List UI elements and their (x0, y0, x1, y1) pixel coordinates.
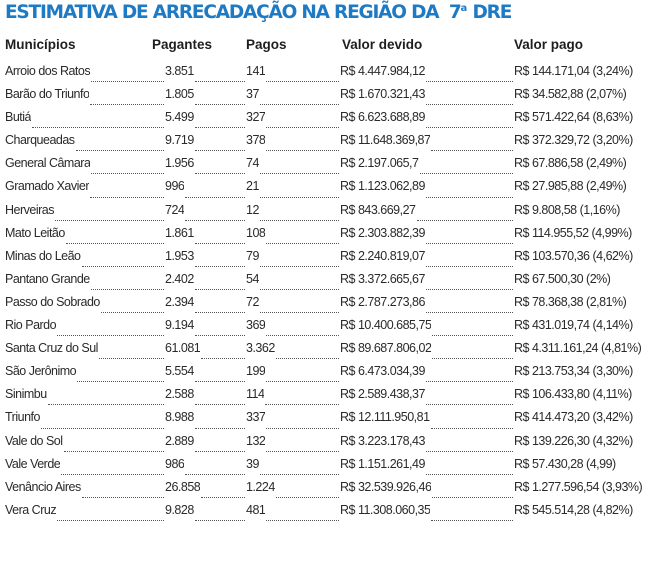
dot-leader (195, 335, 245, 336)
cell-municipio: Pantano Grande (5, 271, 90, 286)
dot-leader (57, 335, 164, 336)
dot-leader (57, 520, 164, 521)
dot-leader (201, 497, 245, 498)
dot-leader (431, 520, 513, 521)
table-row (0, 340, 649, 363)
cell-valor-devido: R$ 1.123.062,89 (340, 179, 425, 194)
dot-leader (417, 220, 513, 221)
cell-municipio: General Câmara (5, 156, 91, 171)
table-row (0, 178, 649, 201)
cell-valor-devido: R$ 1.151.261,49 (340, 456, 425, 471)
cell-municipio: Butiá (5, 110, 31, 125)
cell-pagos: 74 (246, 156, 259, 171)
table-row (0, 155, 649, 178)
cell-municipio: São Jerônimo (5, 364, 77, 379)
cell-valor-pago: R$ 103.570,36 (4,62%) (514, 248, 633, 263)
cell-pagos: 141 (246, 64, 266, 78)
dot-leader (77, 381, 164, 382)
cell-valor-pago: R$ 372.329,72 (3,20%) (514, 133, 633, 148)
cell-valor-pago: R$ 9.808,58 (1,16%) (514, 202, 620, 217)
dot-leader (195, 428, 245, 429)
cell-pagos: 21 (246, 179, 259, 194)
dot-leader (432, 358, 513, 359)
cell-municipio: Santa Cruz do Sul (5, 341, 98, 356)
cell-municipio: Vale do Sol (5, 433, 63, 448)
title-main: ESTIMATIVA DE ARRECADAÇÃO NA REGIÃO DA (5, 2, 439, 23)
dot-leader (61, 474, 164, 475)
cell-valor-devido: R$ 2.589.438,37 (340, 387, 425, 402)
dot-leader (195, 173, 245, 174)
cell-pagantes: 1.805 (165, 87, 194, 102)
title-ordinal: a (460, 3, 468, 14)
table-row (0, 456, 649, 479)
dot-leader (90, 104, 164, 105)
dot-leader (426, 289, 513, 290)
dot-leader (195, 451, 245, 452)
cell-pagos: 337 (246, 410, 266, 425)
dot-leader (431, 428, 513, 429)
header-valor-devido: Valor devido (342, 37, 423, 52)
table-row (0, 109, 649, 132)
dot-leader (432, 497, 513, 498)
dot-leader (266, 451, 339, 452)
cell-pagantes: 26.858 (165, 479, 201, 494)
cell-pagantes: 2.889 (165, 433, 194, 448)
cell-pagantes: 996 (165, 179, 185, 194)
dot-leader (266, 381, 339, 382)
dot-leader (426, 243, 513, 244)
dot-leader (195, 243, 245, 244)
cell-pagos: 37 (246, 87, 259, 102)
dot-leader (32, 127, 164, 128)
cell-pagos: 79 (246, 248, 259, 263)
cell-pagantes: 2.394 (165, 294, 194, 309)
cell-valor-devido: R$ 11.308.060,35 (340, 502, 431, 517)
dot-leader (426, 104, 513, 105)
header-pagos: Pagos (246, 37, 287, 52)
dot-leader (64, 451, 164, 452)
title-dre-number: 7 (448, 2, 461, 23)
cell-pagantes: 986 (165, 456, 185, 471)
cell-valor-devido: R$ 1.670.321,43 (340, 87, 425, 102)
cell-pagantes: 3.851 (165, 64, 194, 78)
cell-valor-pago: R$ 213.753,34 (3,30%) (514, 364, 633, 379)
cell-pagantes: 2.588 (165, 387, 194, 402)
cell-valor-devido: R$ 32.539.926,46 (340, 479, 432, 494)
dot-leader (426, 404, 513, 405)
cell-pagantes: 9.719 (165, 133, 194, 148)
cell-pagantes: 724 (165, 202, 185, 217)
cell-valor-pago: R$ 114.955,52 (4,99%) (514, 225, 632, 240)
cell-valor-devido: R$ 843.669,27 (340, 202, 416, 217)
cell-valor-devido: R$ 4.447.984,12 (340, 64, 425, 78)
dot-leader (266, 81, 339, 82)
dot-leader (260, 220, 339, 221)
cell-municipio: Rio Pardo (5, 318, 57, 333)
cell-valor-devido: R$ 6.473.034,39 (340, 364, 425, 379)
dot-leader (66, 243, 164, 244)
dot-leader (91, 173, 164, 174)
cell-valor-pago: R$ 414.473,20 (3,42%) (514, 410, 633, 425)
dot-leader (82, 266, 164, 267)
dot-leader (266, 428, 339, 429)
table-row (0, 294, 649, 317)
cell-municipio: Arroio dos Ratos (5, 64, 91, 78)
cell-municipio: Gramado Xavier (5, 179, 90, 194)
dot-leader (426, 451, 513, 452)
cell-valor-pago: R$ 571.422,64 (8,63%) (514, 110, 633, 125)
cell-pagos: 369 (246, 318, 266, 333)
dot-leader (195, 266, 245, 267)
cell-valor-devido: R$ 89.687.806,02 (340, 341, 432, 356)
table-row (0, 271, 649, 294)
cell-pagos: 1.224 (246, 479, 275, 494)
dot-leader (260, 173, 339, 174)
dot-leader (426, 381, 513, 382)
cell-pagos: 327 (246, 110, 266, 125)
table-row (0, 502, 649, 525)
cell-municipio: Vera Cruz (5, 502, 57, 517)
cell-pagos: 378 (246, 133, 266, 148)
dot-leader (185, 220, 245, 221)
table-row (0, 225, 649, 248)
dot-leader (426, 474, 513, 475)
cell-valor-devido: R$ 2.197.065,7 (340, 156, 419, 171)
cell-pagos: 199 (246, 364, 266, 379)
dot-leader (101, 312, 164, 313)
table-row (0, 479, 649, 502)
dot-leader (195, 520, 245, 521)
cell-pagantes: 1.956 (165, 156, 194, 171)
table-row (0, 248, 649, 271)
table-title (5, 2, 511, 23)
cell-municipio: Minas do Leão (5, 248, 81, 263)
dot-leader (266, 150, 339, 151)
dot-leader (195, 81, 245, 82)
cell-pagantes: 1.861 (165, 225, 194, 240)
cell-pagos: 481 (246, 502, 266, 517)
dot-leader (195, 289, 245, 290)
table-row (0, 386, 649, 409)
cell-pagantes: 5.554 (165, 364, 194, 379)
data-table (0, 63, 649, 525)
cell-pagantes: 1.953 (165, 248, 194, 263)
cell-valor-pago: R$ 144.171,04 (3,24%) (514, 64, 633, 78)
cell-valor-devido: R$ 2.240.819,07 (340, 248, 425, 263)
table-row (0, 363, 649, 386)
cell-valor-pago: R$ 431.019,74 (4,14%) (514, 318, 633, 333)
dot-leader (82, 497, 164, 498)
table-row (0, 86, 649, 109)
dot-leader (276, 358, 339, 359)
cell-valor-devido: R$ 2.303.882,39 (340, 225, 425, 240)
cell-valor-pago: R$ 57.430,28 (4,99) (514, 456, 616, 471)
cell-pagantes: 5.499 (165, 110, 194, 125)
cell-pagos: 114 (246, 387, 265, 402)
cell-valor-devido: R$ 12.111.950,81 (340, 410, 430, 425)
cell-pagantes: 8.988 (165, 410, 194, 425)
cell-valor-devido: R$ 3.223.178,43 (340, 433, 425, 448)
cell-valor-devido: R$ 11.648.369,87 (340, 133, 431, 148)
dot-leader (265, 404, 339, 405)
dot-leader (426, 127, 513, 128)
cell-pagos: 12 (246, 202, 259, 217)
cell-municipio: Herveiras (5, 202, 54, 217)
cell-pagantes: 61.081 (165, 341, 201, 356)
cell-valor-pago: R$ 139.226,30 (4,32%) (514, 433, 633, 448)
cell-pagantes: 2.402 (165, 271, 194, 286)
dot-leader (185, 474, 245, 475)
dot-leader (260, 266, 339, 267)
cell-pagos: 54 (246, 271, 259, 286)
cell-valor-pago: R$ 106.433,80 (4,11%) (514, 387, 632, 402)
cell-valor-devido: R$ 10.400.685,75 (340, 318, 432, 333)
dot-leader (426, 266, 513, 267)
dot-leader (185, 197, 245, 198)
dot-leader (91, 289, 164, 290)
cell-valor-pago: R$ 67.500,30 (2%) (514, 271, 611, 286)
dot-leader (99, 358, 164, 359)
dot-leader (195, 150, 245, 151)
cell-pagantes: 9.194 (165, 318, 194, 333)
dot-leader (266, 520, 339, 521)
cell-pagos: 39 (246, 456, 259, 471)
table-row (0, 202, 649, 225)
cell-municipio: Passo do Sobrado (5, 294, 100, 309)
dot-leader (260, 289, 339, 290)
dot-leader (201, 358, 245, 359)
cell-municipio: Barão do Triunfo (5, 87, 90, 102)
cell-valor-pago: R$ 78.368,38 (2,81%) (514, 294, 627, 309)
dot-leader (260, 474, 339, 475)
cell-valor-pago: R$ 1.277.596,54 (3,93%) (514, 479, 643, 494)
dot-leader (266, 243, 339, 244)
cell-valor-devido: R$ 3.372.665,67 (340, 271, 425, 286)
table-row (0, 63, 649, 86)
dot-leader (91, 81, 164, 82)
cell-valor-devido: R$ 6.623.688,89 (340, 110, 425, 125)
dot-leader (266, 335, 339, 336)
dot-leader (426, 197, 513, 198)
dot-leader (48, 404, 164, 405)
cell-municipio: Mato Leitão (5, 225, 65, 240)
table-row (0, 433, 649, 456)
header-municipios: Municípios (5, 37, 76, 52)
cell-valor-pago: R$ 4.311.161,24 (4,81%) (514, 341, 642, 356)
dot-leader (90, 197, 164, 198)
cell-valor-pago: R$ 34.582,88 (2,07%) (514, 87, 627, 102)
header-valor-pago: Valor pago (514, 37, 584, 52)
cell-pagos: 3.362 (246, 341, 275, 356)
dot-leader (55, 220, 164, 221)
cell-municipio: Sinimbu (5, 387, 47, 402)
cell-pagos: 72 (246, 294, 259, 309)
cell-pagos: 132 (246, 433, 266, 448)
dot-leader (195, 104, 245, 105)
dot-leader (260, 104, 339, 105)
dot-leader (426, 81, 513, 82)
cell-valor-devido: R$ 2.787.273,86 (340, 294, 425, 309)
dot-leader (195, 381, 245, 382)
cell-pagantes: 9.828 (165, 502, 194, 517)
dot-leader (260, 197, 339, 198)
dot-leader (195, 312, 245, 313)
header-pagantes: Pagantes (152, 37, 213, 52)
dot-leader (420, 173, 514, 174)
dot-leader (426, 312, 513, 313)
cell-pagos: 108 (246, 225, 266, 240)
dot-leader (431, 150, 513, 151)
cell-municipio: Vale Verde (5, 456, 61, 471)
dot-leader (76, 150, 164, 151)
cell-valor-pago: R$ 545.514,28 (4,82%) (514, 502, 633, 517)
cell-valor-pago: R$ 27.985,88 (2,49%) (514, 179, 627, 194)
table-row (0, 132, 649, 155)
dot-leader (432, 335, 513, 336)
dot-leader (266, 127, 339, 128)
dot-leader (195, 404, 245, 405)
cell-valor-pago: R$ 67.886,58 (2,49%) (514, 156, 627, 171)
dot-leader (260, 312, 339, 313)
cell-municipio: Venâncio Aires (5, 479, 81, 494)
dot-leader (276, 497, 339, 498)
cell-municipio: Triunfo (5, 410, 40, 425)
dot-leader (195, 127, 245, 128)
dot-leader (41, 428, 164, 429)
table-row (0, 317, 649, 340)
cell-municipio: Charqueadas (5, 133, 75, 148)
table-row (0, 409, 649, 432)
title-dre: DRE (472, 2, 512, 23)
